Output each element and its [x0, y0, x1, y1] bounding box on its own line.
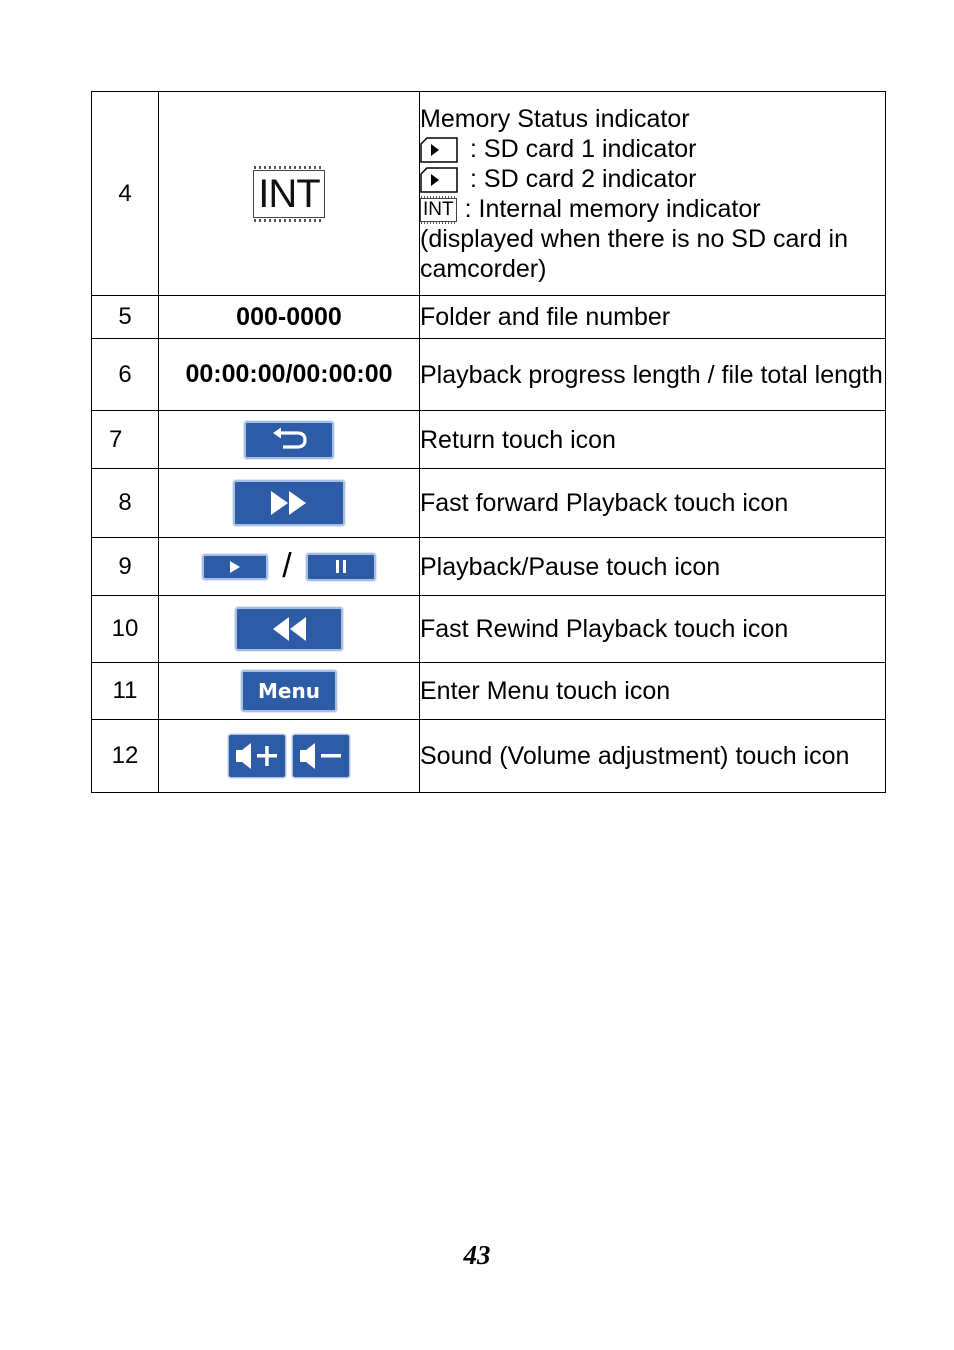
volume-down-icon[interactable]: [292, 734, 350, 778]
speaker-plus-icon: [234, 741, 280, 771]
desc-title: Memory Status indicator: [420, 104, 690, 133]
icon-cell: [159, 339, 420, 411]
sd-card-icon: [420, 167, 458, 193]
table-row: [92, 663, 886, 720]
playback-time: 00:00:00/00:00:00: [185, 360, 393, 388]
icon-cell: [159, 92, 420, 296]
description-cell: Sound (Volume adjustment) touch icon: [420, 720, 886, 793]
icon-cell: [159, 596, 420, 663]
menu-icon[interactable]: [241, 670, 337, 712]
row-number: 6: [92, 339, 159, 411]
table-row: [92, 296, 886, 339]
table-row: [92, 339, 886, 411]
row-number: 4: [92, 92, 159, 296]
row-number: 7: [92, 411, 159, 469]
description-cell: Folder and file number: [420, 296, 886, 339]
play-icon[interactable]: [202, 554, 268, 580]
int-memory-icon: INT: [420, 198, 457, 222]
sd1-line: [420, 134, 885, 164]
table-row: [92, 720, 886, 793]
description-cell: Enter Menu touch icon: [420, 663, 886, 720]
icon-cell: [159, 720, 420, 793]
int-line: [420, 194, 885, 224]
menu-label: Menu: [258, 679, 320, 703]
sd2-label: : SD card 2 indicator: [470, 164, 697, 193]
speaker-minus-icon: [298, 741, 344, 771]
pause-icon[interactable]: [306, 553, 376, 581]
fast-forward-icon[interactable]: [233, 480, 345, 526]
table-row: [92, 596, 886, 663]
int-memory-icon: INT: [253, 170, 324, 218]
description-cell: Playback/Pause touch icon: [420, 538, 886, 596]
description-cell: Fast forward Playback touch icon: [420, 469, 886, 538]
table-row: [92, 469, 886, 538]
volume-up-icon[interactable]: [228, 734, 286, 778]
icon-cell: [159, 296, 420, 339]
table-row: [92, 92, 886, 296]
row-number: 5: [92, 296, 159, 339]
description-cell: Playback progress length / file total length: [420, 339, 886, 411]
icon-cell: [159, 469, 420, 538]
fast-rewind-glyph-icon: [270, 617, 308, 641]
sd-card-icon: [420, 137, 458, 163]
folder-file-number: 000-0000: [236, 302, 342, 331]
play-glyph-icon: [229, 561, 241, 573]
description-cell: [420, 92, 886, 296]
row-number: 12: [92, 720, 159, 793]
sd2-line: [420, 164, 885, 194]
icon-cell: [159, 538, 420, 596]
row-number: 11: [92, 663, 159, 720]
icon-cell: [159, 411, 420, 469]
return-icon[interactable]: [244, 421, 334, 459]
row-number: 10: [92, 596, 159, 663]
return-arrow-icon: [267, 427, 311, 453]
icon-reference-table: [91, 91, 886, 793]
sd1-label: : SD card 1 indicator: [470, 134, 697, 163]
icon-cell: [159, 663, 420, 720]
page-number: 43: [463, 1240, 491, 1270]
pause-glyph-icon: [335, 560, 347, 573]
fast-rewind-icon[interactable]: [235, 607, 343, 651]
table-row: [92, 538, 886, 596]
desc-note: (displayed when there is no SD card in camcorder): [420, 224, 849, 283]
row-number: 8: [92, 469, 159, 538]
description-cell: Fast Rewind Playback touch icon: [420, 596, 886, 663]
icon-separator: /: [282, 547, 292, 585]
row-number: 9: [92, 538, 159, 596]
fast-forward-glyph-icon: [269, 490, 309, 516]
int-label: : Internal memory indicator: [464, 194, 761, 223]
description-cell: Return touch icon: [420, 411, 886, 469]
table-row: [92, 411, 886, 469]
